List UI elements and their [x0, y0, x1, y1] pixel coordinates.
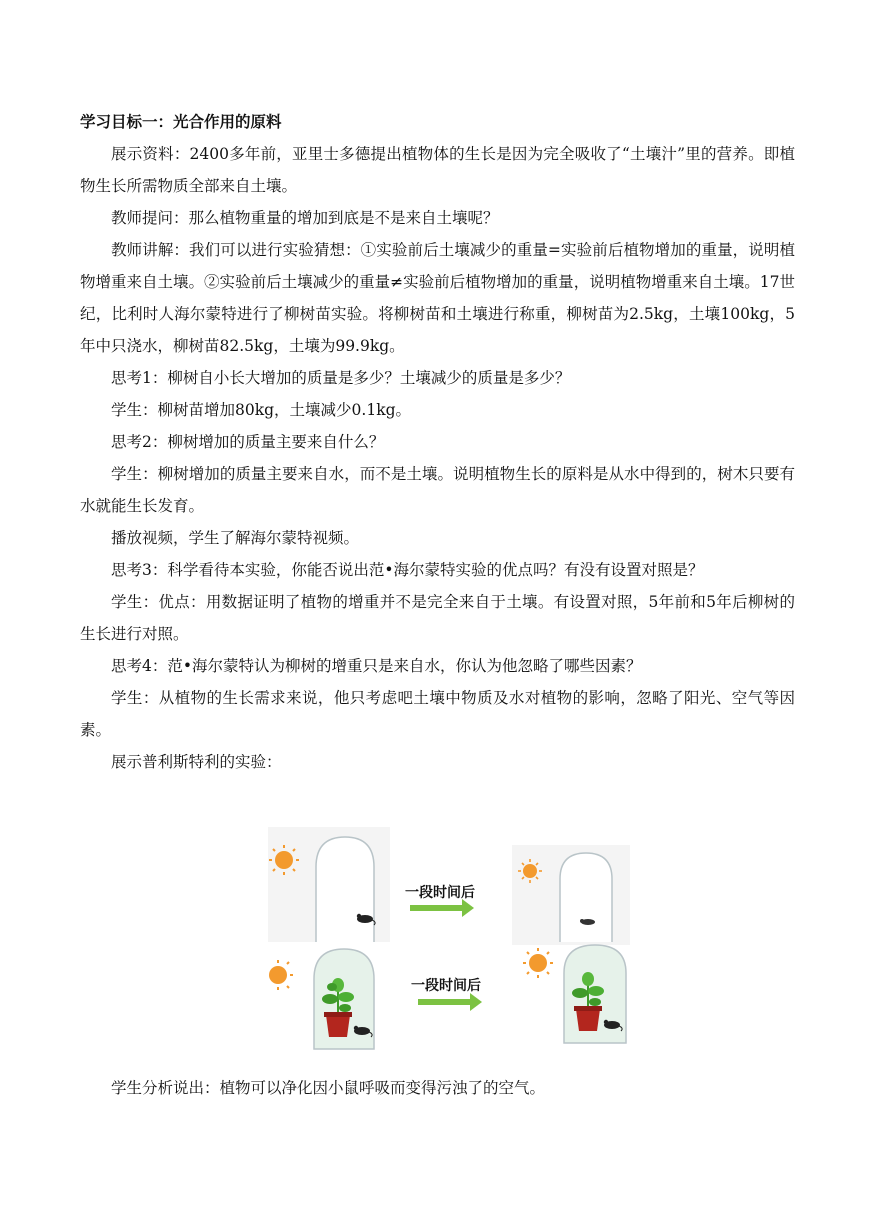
- paragraph-show-experiment: 展示普利斯特利的实验：: [111, 753, 282, 771]
- priestley-experiment-figure: [268, 827, 632, 1055]
- sun-icon: [269, 960, 293, 990]
- paragraph-student-3: 学生：优点：用数据证明了植物的增重并不是完全来自于土壤。有设置对照，5年前和5年后柳树的生长进行对照。: [80, 593, 795, 643]
- paragraph-think-4: 思考4：范•海尔蒙特认为柳树的增重只是来自水，你认为他忽略了哪些因素？: [111, 657, 642, 675]
- bell-jar-top-right: [560, 853, 612, 942]
- paragraph-video: 播放视频，学生了解海尔蒙特视频。: [111, 529, 360, 547]
- paragraph-material: 展示资料：2400多年前，亚里士多德提出植物体的生长是因为完全吸收了“土壤汁”里的营养。即植物生长所需物质全部来自土壤。: [80, 145, 795, 195]
- paragraph-teacher-explanation: 教师讲解：我们可以进行实验猜想：①实验前后土壤减少的重量=实验前后植物增加的重量，说明植物增重来自土壤。②实验前后土壤减少的重量≠实验前后植物增加的重量，说明植物增重来自土壤。17世纪，比利时人海尔蒙特进行了柳树苗实验。将柳树苗和土壤进行称重，柳树苗为2.5kg，土壤100kg，5年中只浇水，柳树苗82.5kg，土壤为99.9kg。: [80, 241, 795, 355]
- arrow-right-icon: [410, 899, 474, 917]
- sun-icon: [523, 948, 553, 978]
- paragraph-student-2: 学生：柳树增加的质量主要来自水，而不是土壤。说明植物生长的原料是从水中得到的，树木只要有水就能生长发育。: [80, 465, 795, 515]
- paragraph-think-1: 思考1：柳树自小长大增加的质量是多少？土壤减少的质量是多少？: [111, 369, 571, 387]
- arrow-right-icon: [418, 993, 482, 1011]
- paragraph-student-4: 学生：从植物的生长需求来说，他只考虑吧土壤中物质及水对植物的影响，忽略了阳光、空气等因素。: [80, 689, 795, 739]
- arrow-label-bottom: 一段时间后: [411, 978, 481, 994]
- bell-jar-top-left: [316, 837, 374, 942]
- paragraph-think-3: 思考3：科学看待本实验，你能否说出范•海尔蒙特实验的优点吗？有没有设置对照是？: [111, 561, 704, 579]
- paragraph-student-analysis: 学生分析说出：植物可以净化因小鼠呼吸而变得污浊了的空气。: [111, 1079, 546, 1097]
- paragraph-think-2: 思考2：柳树增加的质量主要来自什么？: [111, 433, 385, 451]
- paragraph-teacher-question: 教师提问：那么植物重量的增加到底是不是来自土壤呢？: [111, 209, 499, 227]
- section-heading: 学习目标一：光合作用的原料: [80, 113, 282, 131]
- arrow-label-top: 一段时间后: [405, 885, 475, 901]
- text-body: [80, 106, 795, 778]
- paragraph-student-1: 学生：柳树苗增加80kg，土壤减少0.1kg。: [111, 401, 412, 419]
- caption-block: [80, 1072, 795, 1104]
